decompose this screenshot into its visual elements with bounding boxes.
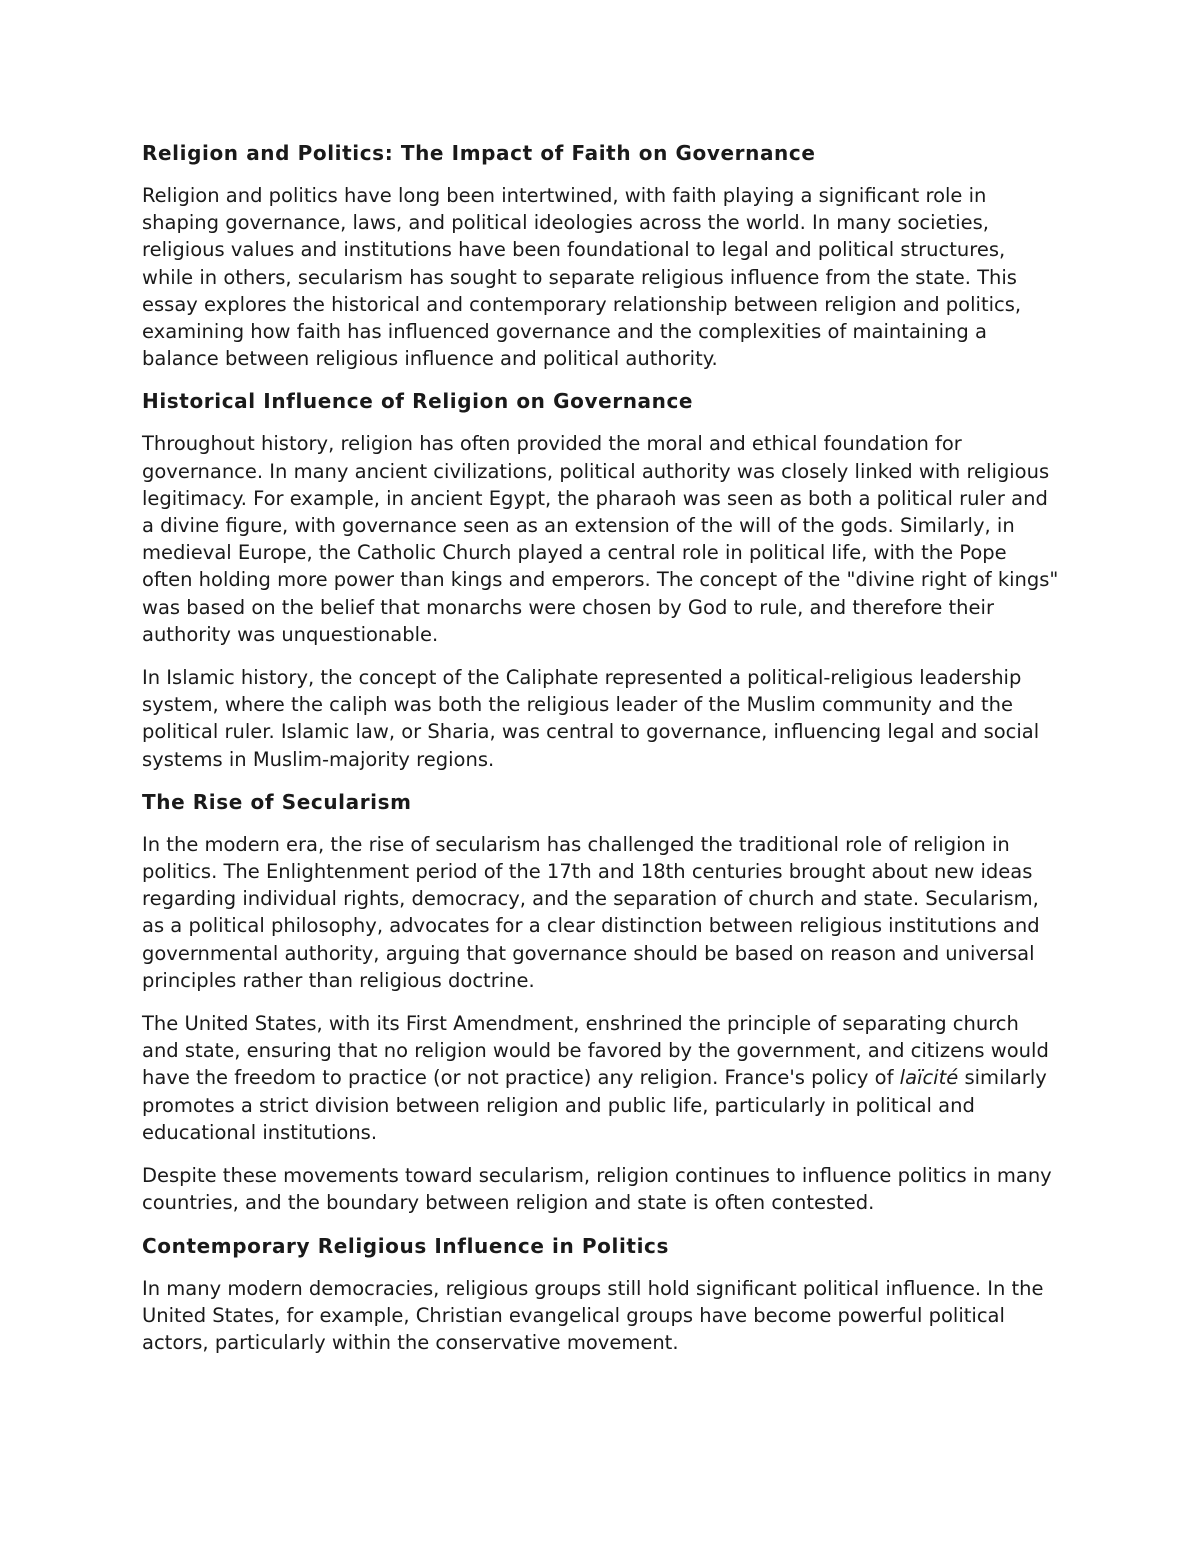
intro-paragraph: Religion and politics have long been intertwined, with faith playing a significant role in shaping governance, laws, and political ideologies across the world. In many societies, religious values and institutions have been foundational to legal and political structures, while in others, secularism has sought to separate religious influence from the state. This essay explores the historical and contemporary relationship between religion and politics, examining how faith has influenced governance and the complexities of maintaining a balance between religious influence and political authority.: [142, 184, 1022, 371]
laicite-term: laïcité: [899, 1066, 959, 1090]
section-heading-secularism: The Rise of Secularism: [142, 789, 412, 814]
section-heading-contemporary: Contemporary Religious Influence in Politics: [142, 1233, 669, 1258]
document-page: [142, 140, 1060, 1372]
historical-paragraph-2: In Islamic history, the concept of the Caliphate represented a political-religious leadership system, where the caliph was both the religious leader of the Muslim community and the political ruler. Islamic law, or Sharia, was central to governance, influencing legal and social systems in Muslim-majority regions.: [142, 666, 1040, 771]
secularism-paragraph-2: [142, 1010, 1060, 1146]
secularism-paragraph-2-before: The United States, with its First Amendment, enshrined the principle of separating church and state, ensuring that no religion would be favored by the government, and citizens would have the freedom to practice (or not practice) any religion. France's policy of: [142, 1012, 1049, 1090]
document-title: Religion and Politics: The Impact of Faith on Governance: [142, 141, 816, 165]
secularism-paragraph-2-after: similarly promotes a strict division between religion and public life, particularly in political and educational institutions.: [142, 1066, 1047, 1144]
contemporary-paragraph-1: In many modern democracies, religious groups still hold significant political influence. In the United States, for example, Christian evangelical groups have become powerful political actors, particularly within the conservative movement.: [142, 1276, 1044, 1354]
secularism-paragraph-3: Despite these movements toward secularism, religion continues to influence politics in many countries, and the boundary between religion and state is often contested.: [142, 1164, 1052, 1215]
secularism-paragraph-1: In the modern era, the rise of secularism has challenged the traditional role of religion in politics. The Enlightenment period of the 17th and 18th centuries brought about new ideas regarding individual rights, democracy, and the separation of church and state. Secularism, as a political philosophy, advocates for a clear distinction between religious institutions and governmental authority, arguing that governance should be based on reason and universal principles rather than religious doctrine.: [142, 832, 1040, 992]
historical-paragraph-1: Throughout history, religion has often provided the moral and ethical foundation for governance. In many ancient civilizations, political authority was closely linked with religious legitimacy. For example, in ancient Egypt, the pharaoh was seen as both a political ruler and a divine figure, with governance seen as an extension of the will of the gods. Similarly, in medieval Europe, the Catholic Church played a central role in political life, with the Pope often holding more power than kings and emperors. The concept of the "divine right of kings" was based on the belief that monarchs were chosen by God to rule, and therefore their authority was unquestionable.: [142, 432, 1059, 646]
section-heading-historical: Historical Influence of Religion on Governance: [142, 389, 694, 414]
